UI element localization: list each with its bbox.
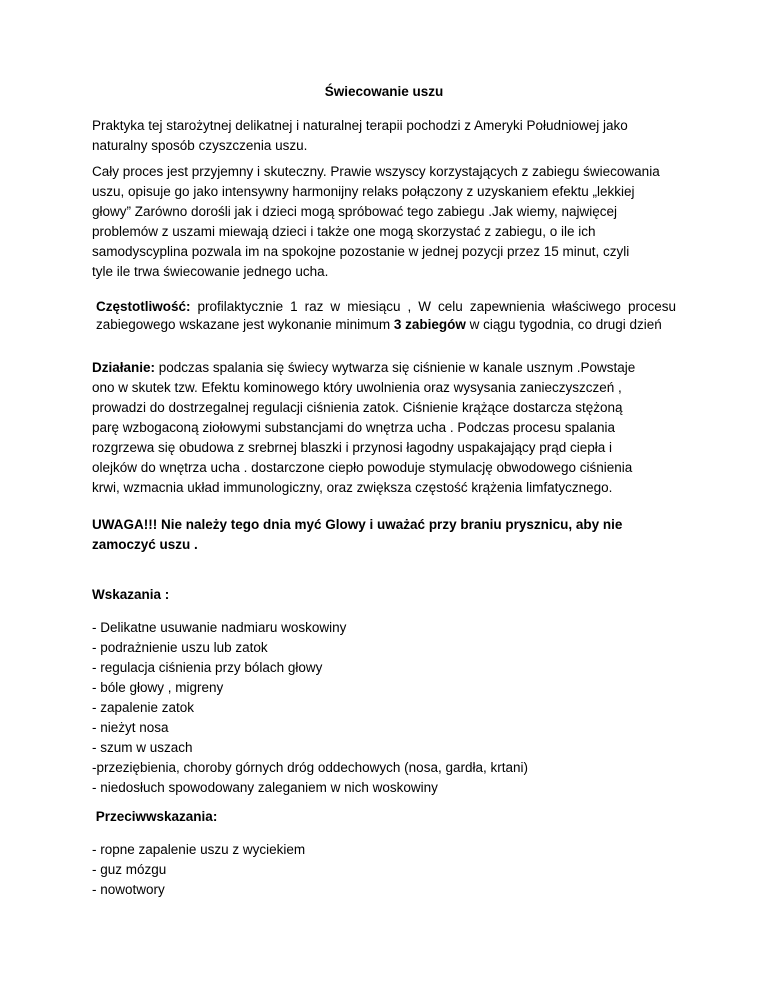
action-line: ono w skutek tzw. Efektu kominowego który uwolnienia oraz wysysania zanieczyszczeń , bbox=[92, 380, 622, 395]
action-line: Działanie: podczas spalania się świecy wytwarza się ciśnienie w kanale usznym .Powstaje bbox=[92, 360, 636, 375]
list-item: - bóle głowy , migreny bbox=[92, 680, 224, 695]
list-item: - zapalenie zatok bbox=[92, 700, 195, 715]
contraindications-heading: Przeciwwskazania: bbox=[92, 809, 218, 824]
frequency-text-end: w ciągu tygodnia, co drugi dzień bbox=[465, 317, 662, 332]
frequency-text: profilaktycznie 1 raz w miesiącu , W celu zapewnienia właściwego procesu zabiegowego wskazane jest wykonanie minimum bbox=[96, 299, 676, 332]
list-item: - regulacja ciśnienia przy bólach głowy bbox=[92, 660, 323, 675]
list-item: - ropne zapalenie uszu z wyciekiem bbox=[92, 842, 306, 857]
process-line: Cały proces jest przyjemny i skuteczny. Prawie wszyscy korzystających z zabiegu świecowania bbox=[92, 164, 660, 179]
process-line: uszu, opisuje go jako intensywny harmonijny relaks połączony z uzyskaniem efektu „lekkiej bbox=[92, 184, 635, 199]
frequency-count: 3 zabiegów bbox=[393, 317, 466, 332]
intro-line: Praktyka tej starożytnej delikatnej i naturalnej terapii pochodzi z Ameryki Południowej jako bbox=[92, 118, 628, 133]
frequency-label: Częstotliwość: bbox=[96, 299, 191, 314]
list-item: - podrażnienie uszu lub zatok bbox=[92, 640, 268, 655]
action-label: Działanie: bbox=[92, 360, 156, 375]
action-paragraph bbox=[92, 358, 682, 498]
indications-heading: Wskazania : bbox=[92, 587, 170, 602]
list-item: - niedosłuch spowodowany zaleganiem w nich woskowiny bbox=[92, 780, 438, 795]
indications-list bbox=[92, 618, 528, 798]
process-line: problemów z uszami miewają dzieci i także one mogą skorzystać z zabiegu, o ile ich bbox=[92, 224, 596, 239]
action-line: olejków do wnętrza ucha . dostarczone ciepło powoduje stymulację obwodowego ciśnienia bbox=[92, 460, 633, 475]
frequency-paragraph bbox=[96, 298, 676, 334]
process-line: samodyscyplina pozwala im na spokojne pozostanie w jednej pozycji przez 15 minut, czyli bbox=[92, 244, 630, 259]
page-title: Świecowanie uszu bbox=[324, 84, 444, 99]
process-line: tyle ile trwa świecowanie jednego ucha. bbox=[92, 264, 329, 279]
process-line: głowy” Zarówno dorośli jak i dzieci mogą spróbować tego zabiegu .Jak wiemy, najwięcej bbox=[92, 204, 617, 219]
warning-line: UWAGA!!! Nie należy tego dnia myć Glowy i uważać przy braniu prysznicu, aby nie bbox=[92, 517, 623, 532]
intro-paragraph bbox=[92, 116, 682, 156]
action-line: rozgrzewa się obudowa z srebrnej blaszki i przynosi łagodny uspakajający prąd ciepła i bbox=[92, 440, 613, 455]
list-item: - szum w uszach bbox=[92, 740, 193, 755]
list-item: - guz mózgu bbox=[92, 862, 167, 877]
warning-line: zamoczyć uszu . bbox=[92, 537, 198, 552]
list-item: - Delikatne usuwanie nadmiaru woskowiny bbox=[92, 620, 347, 635]
list-item: - nowotwory bbox=[92, 882, 165, 897]
warning-paragraph bbox=[92, 515, 682, 555]
process-paragraph bbox=[92, 162, 682, 282]
action-line: krwi, wzmacnia układ immunologiczny, oraz zwiększa częstość krążenia limfatycznego. bbox=[92, 480, 613, 495]
list-item: -przeziębienia, choroby górnych dróg oddechowych (nosa, gardła, krtani) bbox=[92, 760, 528, 775]
action-line: parę wzbogaconą ziołowymi substancjami do wnętrza ucha . Podczas procesu spalania bbox=[92, 420, 616, 435]
list-item: - nieżyt nosa bbox=[92, 720, 169, 735]
intro-line: naturalny sposób czyszczenia uszu. bbox=[92, 138, 308, 153]
action-line: prowadzi do dostrzegalnej regulacji ciśnienia zatok. Ciśnienie krążące dostarcza stężoną bbox=[92, 400, 623, 415]
contraindications-list bbox=[92, 840, 305, 900]
